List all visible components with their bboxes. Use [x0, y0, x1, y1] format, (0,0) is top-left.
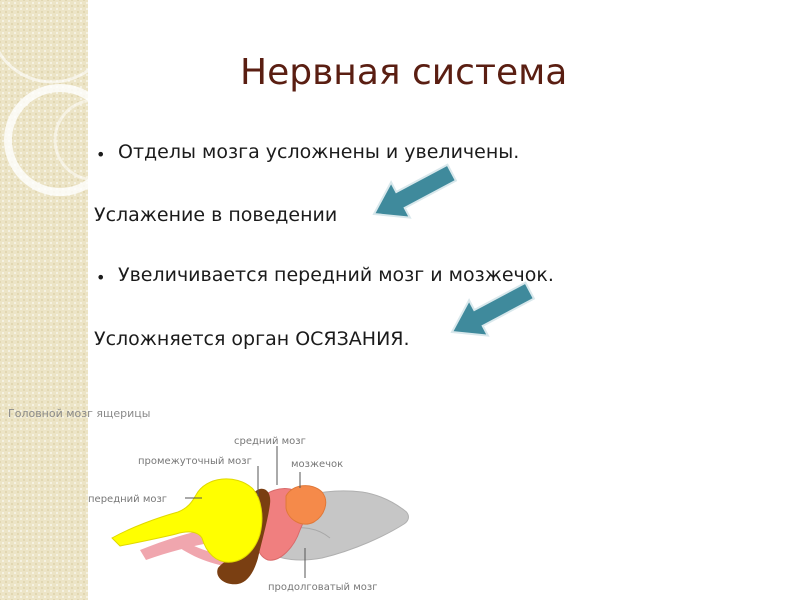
text-line-1: Отделы мозга усложнены и увеличены.: [118, 141, 520, 163]
slide-title: Нервная система: [240, 52, 568, 93]
label-midbrain: средний мозг: [234, 436, 306, 447]
arrow-icon: [446, 280, 546, 350]
label-cerebellum: мозжечок: [291, 459, 344, 470]
bullet-dot: •: [96, 145, 106, 164]
label-forebrain: передний мозг: [88, 494, 168, 505]
text-line-3: Увеличивается передний мозг и мозжечок.: [118, 264, 554, 286]
lizard-brain-diagram: [0, 400, 430, 600]
arrow-icon: [368, 162, 468, 232]
diagram-caption: Головной мозг ящерицы: [8, 407, 151, 420]
text-line-2: Услажение в поведении: [94, 204, 338, 226]
label-medulla: продолговатый мозг: [268, 582, 378, 593]
bullet-dot: •: [96, 268, 106, 287]
text-line-4: Усложняется орган ОСЯЗАНИЯ.: [94, 328, 410, 350]
label-diencephalon: промежуточный мозг: [138, 456, 252, 467]
